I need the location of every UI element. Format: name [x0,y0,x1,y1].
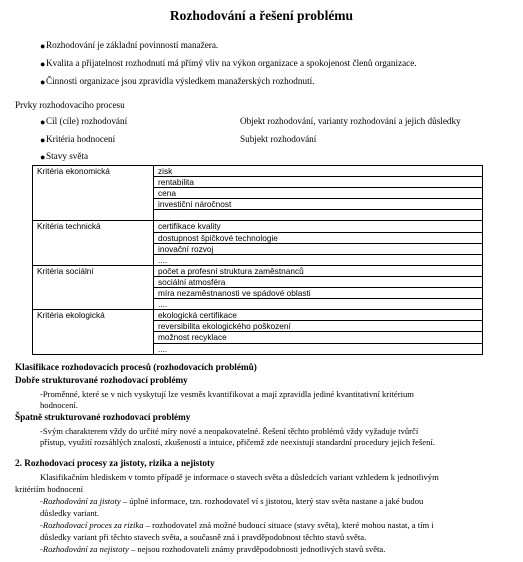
bullet-icon: ● [40,59,46,69]
jistota-term: -Rozhodování za jistoty [40,496,121,506]
bullet-icon: ● [40,41,46,51]
spatne-text-line-2: přístup, využití rozsáhlých znalostí, zkušeností a intuice, přičemž zde neexistují standardní procedury jejich řešení. [40,437,435,447]
prvky-item-label: Stavy světa [46,151,89,161]
criteria-item: rentabilita [154,177,483,188]
bullet-icon: ● [40,152,46,162]
criteria-item: možnost recyklace [154,332,483,343]
criteria-item: počet a profesní struktura zaměstnanců [154,265,483,276]
riziko-line-2: důsledky variant při těchto stavech světa, a současně zná i pravděpodobnost těchto stavů světa. [40,532,367,542]
prvky-item-label: Kritéria hodnocení [46,134,116,144]
prvky-heading: Prvky rozhodovacího procesu [15,100,125,110]
bullet-icon: ● [40,77,46,87]
criteria-item: .... [154,343,483,354]
jistota-line-2: důsledky variant. [40,508,100,518]
criteria-category: Kritéria ekonomická [33,166,154,221]
criteria-category: Kritéria technická [33,221,154,265]
bullet-icon: ● [40,135,46,145]
nejistota-line [40,544,385,554]
jistota-text: – úplné informace, tzn. rozhodovatel ví s jistotou, který stav světa nastane a jaké budou [120,496,424,506]
section2-heading: 2. Rozhodovací procesy za jistoty, rizika a nejistoty [15,458,215,468]
criteria-item: sociální atmosféra [154,276,483,287]
criteria-item [154,210,483,221]
table-row [33,221,483,232]
section2-para-line-2: kritériím hodnocení [15,484,84,494]
criteria-item: ekologická certifikace [154,310,483,321]
criteria-item: reversibilita ekologického poškození [154,321,483,332]
criteria-item: inovační rozvoj [154,243,483,254]
prvky-item-right: Subjekt rozhodování [240,134,317,144]
criteria-category: Kritéria sociální [33,265,154,309]
criteria-item: .... [154,299,483,310]
bullet-icon: ● [40,117,46,127]
spatne-text-line-1: -Svým charakterem vždy do určité míry nové a neopakovatelné. Řešení těchto problémů vždy vyžaduje tvůrčí [40,426,419,436]
criteria-item: .... [154,254,483,265]
criteria-item: dostupnost špičkové technologie [154,232,483,243]
criteria-item: cena [154,188,483,199]
criteria-item: zisk [154,166,483,177]
intro-bullet-1: Rozhodování je základní povinností manažera. [46,40,219,50]
section2-para-line-1: Klasifikačním hlediskem v tomto případě je informace o stavech světa a důsledcích variant vzhledem k jednotlivým [40,472,439,482]
criteria-category: Kritéria ekologická [33,310,154,354]
riziko-line-1 [40,520,434,530]
intro-bullet-2: Kvalita a přijatelnost rozhodnutí má přímý vliv na výkon organizace a spokojenost členů organizace. [46,58,417,68]
klasifikace-heading: Klasifikace rozhodovacích procesů (rozhodovacích problémů) [15,362,257,372]
nejistota-term: -Rozhodování za nejistoty [40,544,129,554]
prvky-item-right: Objekt rozhodování, varianty rozhodování a jejich důsledky [240,116,461,126]
criteria-item: certifikace kvality [154,221,483,232]
dobre-text-line-1: -Proměnné, které se v nich vyskytují lze vesměs kvantifikovat a mají zpravidla jediné kvantitativní kritérium [40,389,414,399]
riziko-text: – rozhodovatel zná možné budoucí situace (stavy světa), které mohou nastat, a tím i [143,520,434,530]
table-row [33,265,483,276]
jistota-line-1 [40,496,423,506]
dobre-heading: Dobře strukturované rozhodovací problémy [15,375,188,385]
riziko-term: -Rozhodovací proces za rizika [40,520,144,530]
criteria-item: míra nezaměstnanosti ve spádové oblasti [154,288,483,299]
intro-bullet-3: Činnosti organizace jsou zpravidla výsledkem manažerských rozhodnutí. [46,76,315,86]
page-title: Rozhodování a řešení problému [169,8,354,23]
table-row [33,310,483,321]
criteria-table [32,165,483,355]
criteria-item: investiční náročnost [154,199,483,210]
table-row [33,166,483,177]
nejistota-text: – nejsou rozhodovateli známy pravděpodobnosti jednotlivých stavů světa. [128,544,386,554]
spatne-heading: Špatně strukturované rozhodovací problémy [15,412,191,422]
dobre-text-line-2: hodnocení. [40,400,78,410]
prvky-item-label: Cíl (cíle) rozhodování [46,116,128,126]
